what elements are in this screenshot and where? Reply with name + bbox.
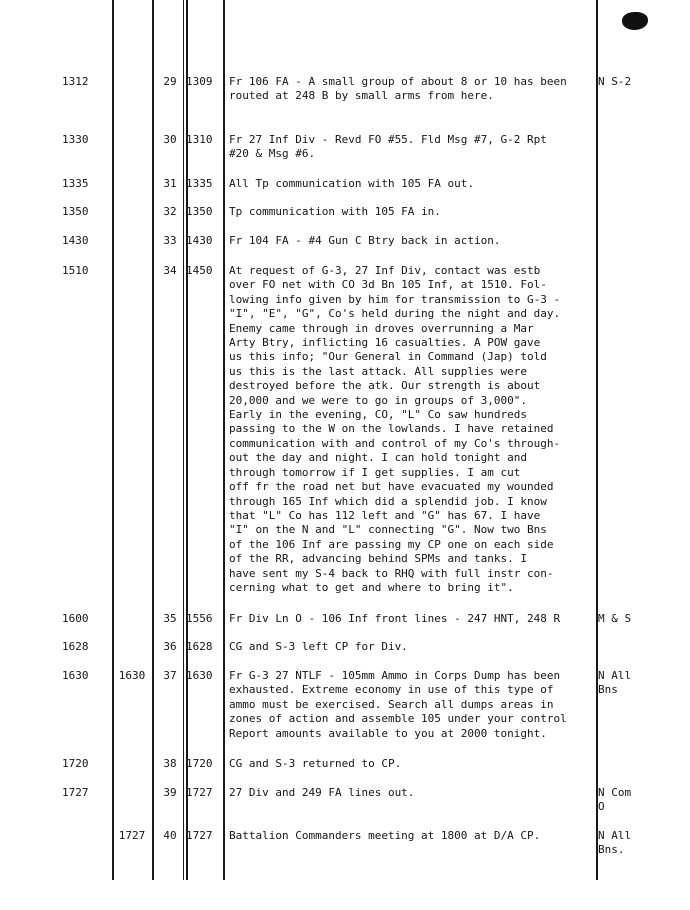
- entry-text: CG and S-3 left CP for Div.: [229, 640, 408, 653]
- entry-text: 27 Div and 249 FA lines out.: [229, 786, 415, 799]
- column-rule: [596, 0, 598, 880]
- entry-number: 36: [163, 640, 177, 653]
- entry-in-time: 1335: [186, 177, 213, 190]
- entry-in-time: 1720: [186, 757, 213, 770]
- entry-text: At request of G-3, 27 Inf Div, contact was estb over FO net with CO 3d Bn 105 Inf, at 1510. Fol- lowing info given by him for transmission to G-3 - "I", "E", "G", Co's held during the night and day. Enemy came through in droves overrunning a Mar Arty Btry, inflicting 16 casualties. A POW gave us this info; "Our General in Command (Jap) told us this is the last attack. All supplies were destroyed before the atk. Our strength is about 20,000 and we were to go in groups of 3,000". Early in the evening, CO, "L" Co saw hundreds passing to the W on the lowlands. I have retained communication with and control of my Co's through- out the day and night. I can hold tonight and through tomorrow if I get supplies. I am cut off fr the road net but have evacuated my wounded through 165 Inf which did a splendid job. I know that "L" Co has 112 left and "G" has 67. I have "I" on the N and "L" connecting "G". Now two Bns of the 106 Inf are passing my CP one on each side of the RR, advancing behind SPMs and tanks. I have sent my S-4 back to RHQ with full instr con- cerning what to get and where to bring it".: [229, 264, 561, 594]
- entry-time: 1600: [62, 612, 89, 625]
- entry-in-time: 1350: [186, 205, 213, 218]
- entry-time: 1350: [62, 205, 89, 218]
- entry-in-time: 1310: [186, 133, 213, 146]
- column-rule: [152, 0, 154, 880]
- entry-number: 29: [163, 75, 177, 88]
- entry-time: 1630: [62, 669, 89, 682]
- entry-in-time: 1556: [186, 612, 213, 625]
- entry-out-time: 1630: [118, 669, 146, 682]
- entry-number: 38: [163, 757, 177, 770]
- entry-in-time: 1727: [186, 786, 213, 799]
- entry-in-time: 1450: [186, 264, 213, 277]
- entry-text: Fr 106 FA - A small group of about 8 or 10 has been routed at 248 B by small arms from here.: [229, 75, 567, 103]
- entry-number: 30: [163, 133, 177, 146]
- entry-out-time: 1727: [118, 829, 146, 842]
- entry-in-time: 1309: [186, 75, 213, 88]
- entry-action: N All Bns: [598, 669, 632, 697]
- entry-text: Fr Div Ln O - 106 Inf front lines - 247 HNT, 248 R: [229, 612, 561, 625]
- entry-time: 1720: [62, 757, 89, 770]
- entry-in-time: 1727: [186, 829, 213, 842]
- entry-action: N S-2: [598, 75, 632, 88]
- entry-number: 31: [163, 177, 177, 190]
- entry-text: CG and S-3 returned to CP.: [229, 757, 402, 770]
- entry-number: 37: [163, 669, 177, 682]
- entry-action: N All Bns.: [598, 829, 632, 857]
- entry-text: Tp communication with 105 FA in.: [229, 205, 441, 218]
- entry-text: Fr 27 Inf Div - Revd FO #55. Fld Msg #7, G-2 Rpt #20 & Msg #6.: [229, 133, 547, 161]
- entry-time: 1335: [62, 177, 89, 190]
- entry-number: 40: [163, 829, 177, 842]
- column-rule: [112, 0, 114, 880]
- entry-text: Fr G-3 27 NTLF - 105mm Ammo in Corps Dump has been exhausted. Extreme economy in use of this type of ammo must be exercised. Search all dumps areas in zones of action and assemble 105 under your control Report amounts available to you at 2000 tonight.: [229, 669, 567, 740]
- entry-time: 1727: [62, 786, 89, 799]
- entry-time: 1430: [62, 234, 89, 247]
- entry-in-time: 1630: [186, 669, 213, 682]
- entry-number: 39: [163, 786, 177, 799]
- column-rule: [186, 0, 188, 880]
- column-rule: [183, 0, 184, 880]
- entry-time: 1330: [62, 133, 89, 146]
- entry-number: 32: [163, 205, 177, 218]
- entry-number: 34: [163, 264, 177, 277]
- entry-time: 1510: [62, 264, 89, 277]
- entry-action: N Com O: [598, 786, 632, 814]
- entry-in-time: 1430: [186, 234, 213, 247]
- entry-text: Battalion Commanders meeting at 1800 at D/A CP.: [229, 829, 541, 842]
- column-rule: [223, 0, 225, 880]
- entry-time: 1628: [62, 640, 89, 653]
- entry-number: 33: [163, 234, 177, 247]
- entry-text: All Tp communication with 105 FA out.: [229, 177, 475, 190]
- entry-text: Fr 104 FA - #4 Gun C Btry back in action.: [229, 234, 501, 247]
- entry-action: M & S: [598, 612, 632, 625]
- entry-time: 1312: [62, 75, 89, 88]
- ink-blot: [622, 12, 648, 30]
- entry-number: 35: [163, 612, 177, 625]
- entry-in-time: 1628: [186, 640, 213, 653]
